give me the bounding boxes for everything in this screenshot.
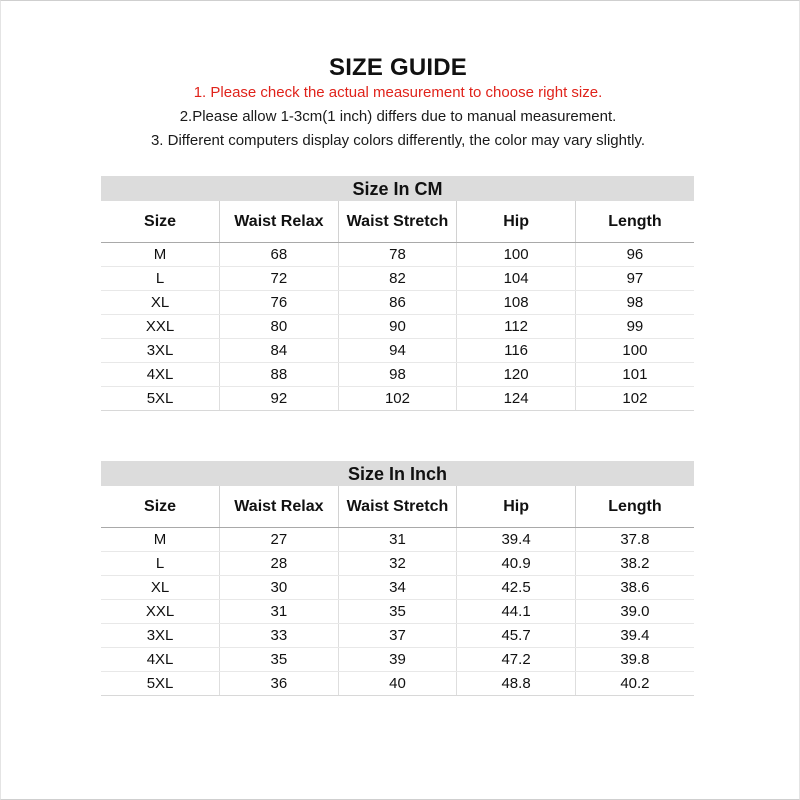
measurement-cell: 94: [338, 339, 457, 363]
measurement-cell: 34: [338, 576, 457, 600]
measurement-cell: 116: [457, 339, 576, 363]
column-header: Waist Stretch: [338, 201, 457, 243]
measurement-cell: 96: [575, 243, 694, 267]
size-label-cell: M: [101, 528, 220, 552]
size-table-inch-title: Size In Inch: [101, 461, 694, 486]
measurement-cell: 39: [338, 648, 457, 672]
note-measurement: 1. Please check the actual measurement to choose right size.: [193, 84, 603, 101]
measurement-cell: 86: [338, 291, 457, 315]
measurement-cell: 31: [220, 600, 339, 624]
measurement-cell: 39.0: [575, 600, 694, 624]
measurement-cell: 30: [220, 576, 339, 600]
measurement-cell: 90: [338, 315, 457, 339]
measurement-cell: 82: [338, 267, 457, 291]
size-table-inch: [101, 461, 694, 696]
size-label-cell: L: [101, 267, 220, 291]
table-row: [101, 387, 694, 411]
measurement-cell: 98: [575, 291, 694, 315]
size-label-cell: 4XL: [101, 648, 220, 672]
measurement-cell: 102: [575, 387, 694, 411]
table-row: [101, 339, 694, 363]
measurement-cell: 68: [220, 243, 339, 267]
measurement-cell: 80: [220, 315, 339, 339]
page-title: SIZE GUIDE: [328, 54, 468, 81]
measurement-cell: 97: [575, 267, 694, 291]
measurement-cell: 99: [575, 315, 694, 339]
measurement-cell: 38.2: [575, 552, 694, 576]
column-header: Hip: [457, 201, 576, 243]
measurement-cell: 40: [338, 672, 457, 696]
table-row: [101, 315, 694, 339]
measurement-cell: 101: [575, 363, 694, 387]
measurement-cell: 40.9: [457, 552, 576, 576]
table-row: [101, 267, 694, 291]
size-table-cm-title: Size In CM: [101, 176, 694, 201]
note-tolerance: 2.Please allow 1-3cm(1 inch) differs due to manual measurement.: [179, 108, 617, 125]
size-label-cell: 5XL: [101, 672, 220, 696]
measurement-cell: 36: [220, 672, 339, 696]
measurement-cell: 98: [338, 363, 457, 387]
table-row: [101, 291, 694, 315]
measurement-cell: 100: [457, 243, 576, 267]
table-row: [101, 600, 694, 624]
measurement-cell: 92: [220, 387, 339, 411]
size-label-cell: M: [101, 243, 220, 267]
measurement-cell: 35: [338, 600, 457, 624]
measurement-cell: 39.4: [575, 624, 694, 648]
size-label-cell: XL: [101, 291, 220, 315]
measurement-cell: 47.2: [457, 648, 576, 672]
measurement-cell: 84: [220, 339, 339, 363]
measurement-cell: 37: [338, 624, 457, 648]
measurement-cell: 31: [338, 528, 457, 552]
measurement-cell: 39.8: [575, 648, 694, 672]
size-table-cm: [101, 176, 694, 411]
size-label-cell: 3XL: [101, 339, 220, 363]
size-table-cm-grid: [101, 201, 694, 411]
size-label-cell: 5XL: [101, 387, 220, 411]
note-color-variance: 3. Different computers display colors differently, the color may vary slightly.: [150, 132, 646, 149]
table-row: [101, 552, 694, 576]
column-header: Size: [101, 486, 220, 528]
measurement-cell: 45.7: [457, 624, 576, 648]
table-header-row: [101, 201, 694, 243]
size-label-cell: XL: [101, 576, 220, 600]
measurement-cell: 76: [220, 291, 339, 315]
table-row: [101, 624, 694, 648]
size-label-cell: 3XL: [101, 624, 220, 648]
measurement-cell: 28: [220, 552, 339, 576]
size-label-cell: 4XL: [101, 363, 220, 387]
column-header: Length: [575, 201, 694, 243]
measurement-cell: 37.8: [575, 528, 694, 552]
measurement-cell: 42.5: [457, 576, 576, 600]
measurement-cell: 48.8: [457, 672, 576, 696]
column-header: Hip: [457, 486, 576, 528]
measurement-cell: 35: [220, 648, 339, 672]
column-header: Waist Relax: [220, 486, 339, 528]
measurement-cell: 124: [457, 387, 576, 411]
measurement-cell: 40.2: [575, 672, 694, 696]
measurement-cell: 102: [338, 387, 457, 411]
measurement-cell: 27: [220, 528, 339, 552]
measurement-cell: 32: [338, 552, 457, 576]
table-row: [101, 528, 694, 552]
column-header: Waist Stretch: [338, 486, 457, 528]
column-header: Size: [101, 201, 220, 243]
size-label-cell: XXL: [101, 315, 220, 339]
measurement-cell: 39.4: [457, 528, 576, 552]
table-row: [101, 672, 694, 696]
measurement-cell: 33: [220, 624, 339, 648]
measurement-cell: 44.1: [457, 600, 576, 624]
measurement-cell: 88: [220, 363, 339, 387]
table-row: [101, 576, 694, 600]
size-label-cell: XXL: [101, 600, 220, 624]
table-row: [101, 363, 694, 387]
measurement-cell: 100: [575, 339, 694, 363]
table-header-row: [101, 486, 694, 528]
column-header: Waist Relax: [220, 201, 339, 243]
measurement-cell: 112: [457, 315, 576, 339]
size-label-cell: L: [101, 552, 220, 576]
table-row: [101, 243, 694, 267]
column-header: Length: [575, 486, 694, 528]
measurement-cell: 78: [338, 243, 457, 267]
measurement-cell: 120: [457, 363, 576, 387]
measurement-cell: 104: [457, 267, 576, 291]
measurement-cell: 108: [457, 291, 576, 315]
table-row: [101, 648, 694, 672]
measurement-cell: 72: [220, 267, 339, 291]
measurement-cell: 38.6: [575, 576, 694, 600]
size-table-inch-grid: [101, 486, 694, 696]
